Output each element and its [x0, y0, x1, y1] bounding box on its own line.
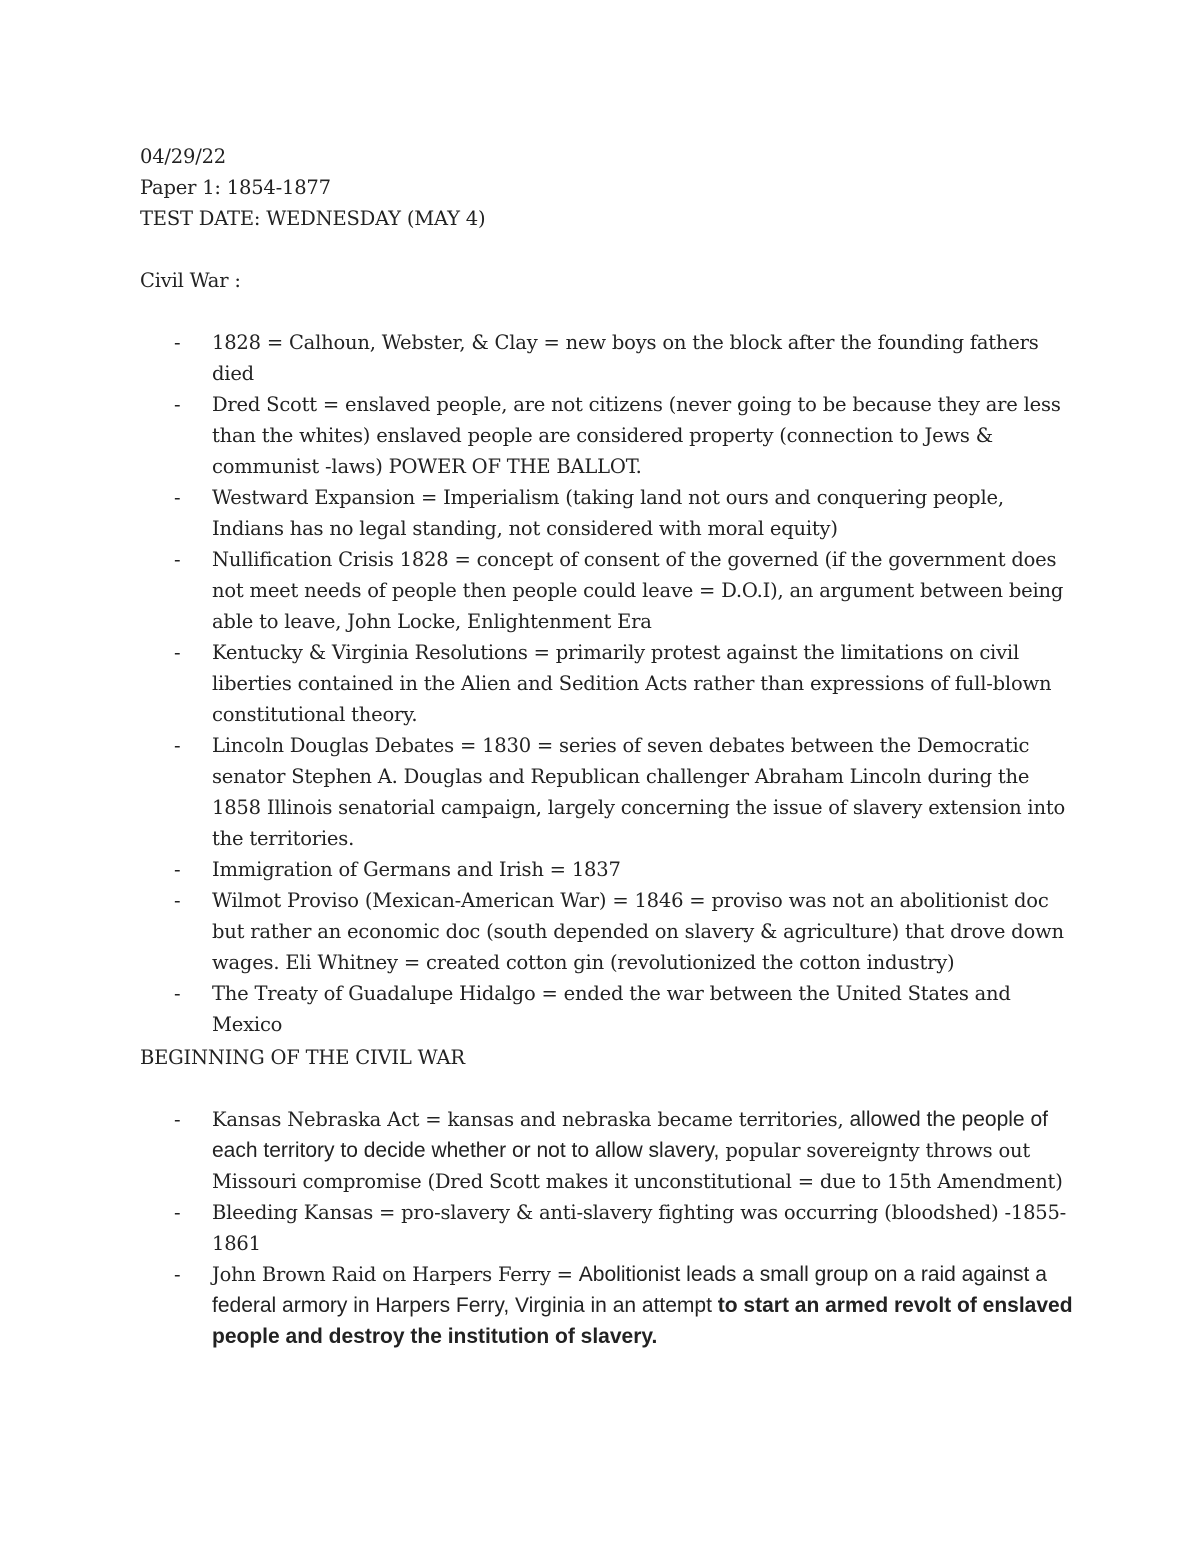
- list-item-bleeding-kansas: [140, 1197, 1080, 1259]
- list-item: [140, 389, 1080, 482]
- list-item: [140, 730, 1080, 854]
- kansas-highlight: allowed the people of each territory to decide whether or not to allow slavery,: [212, 1108, 1048, 1162]
- dash-bullet: -: [174, 1263, 181, 1286]
- dash-bullet: -: [174, 548, 181, 571]
- john-brown-prefix: John Brown Raid on Harpers Ferry =: [212, 1263, 579, 1286]
- list-item-text: Dred Scott = enslaved people, are not citizens (never going to be because they are less than the whites) enslaved people are considered property (connection to Jews & communist -laws) POWER OF THE BALLOT.: [212, 393, 1061, 478]
- dash-bullet: -: [174, 393, 181, 416]
- dash-bullet: -: [174, 858, 181, 881]
- list-item: [140, 327, 1080, 389]
- john-brown-description: Abolitionist leads a small group on a raid against a federal armory in Harpers Ferry, Virginia in an attempt: [212, 1263, 1047, 1317]
- list-item: [140, 978, 1080, 1040]
- list-item: [140, 637, 1080, 730]
- dash-bullet: -: [174, 641, 181, 664]
- list-item: [140, 885, 1080, 978]
- test-date: TEST DATE: WEDNESDAY (MAY 4): [140, 207, 486, 230]
- section-title-civil-war: Civil War :: [140, 269, 241, 292]
- kansas-prefix: Kansas Nebraska Act = kansas and nebraska became territories,: [212, 1108, 850, 1131]
- list-item: [140, 482, 1080, 544]
- john-brown-emphasis: to start an armed revolt of enslaved people and destroy the institution of slavery.: [212, 1294, 1073, 1348]
- list-item-john-brown: [140, 1259, 1080, 1352]
- list-item-text: The Treaty of Guadalupe Hidalgo = ended the war between the United States and Mexico: [212, 982, 1011, 1036]
- dash-bullet: -: [174, 982, 181, 1005]
- list-item-text: Nullification Crisis 1828 = concept of consent of the governed (if the government does not meet needs of people then people could leave = D.O.I), an argument between being able to leave, John Locke, Enlightenment Era: [212, 548, 1064, 633]
- list-item-text: Immigration of Germans and Irish = 1837: [212, 858, 621, 881]
- section-title-beginning: BEGINNING OF THE CIVIL WAR: [140, 1046, 465, 1069]
- list-item-text: Lincoln Douglas Debates = 1830 = series of seven debates between the Democratic senator Stephen A. Douglas and Republican challenger Abraham Lincoln during the 1858 Illinois senatorial campaign, largely concerning the issue of slavery extension into the territories.: [212, 734, 1066, 850]
- list-item-text: Bleeding Kansas = pro-slavery & anti-slavery fighting was occurring (bloodshed) -1855-1861: [212, 1201, 1067, 1255]
- list-item: [140, 854, 1080, 885]
- dash-bullet: -: [174, 1201, 181, 1224]
- list-item-text: 1828 = Calhoun, Webster, & Clay = new boys on the block after the founding fathers died: [212, 331, 1039, 385]
- list-item-text: Westward Expansion = Imperialism (taking land not ours and conquering people, Indians has no legal standing, not considered with moral equity): [212, 486, 1004, 540]
- beginning-list: [140, 1104, 1080, 1352]
- list-item-text: Wilmot Proviso (Mexican-American War) = 1846 = proviso was not an abolitionist doc but rather an economic doc (south depended on slavery & agriculture) that drove down wages. Eli Whitney = created cotton gin (revolutionized the cotton industry): [212, 889, 1064, 974]
- dash-bullet: -: [174, 1108, 181, 1131]
- dash-bullet: -: [174, 889, 181, 912]
- dash-bullet: -: [174, 734, 181, 757]
- dash-bullet: -: [174, 486, 181, 509]
- dash-bullet: -: [174, 331, 181, 354]
- list-item: [140, 544, 1080, 637]
- list-item-kansas-nebraska: [140, 1104, 1080, 1197]
- note-date: 04/29/22: [140, 145, 226, 168]
- paper-title: Paper 1: 1854-1877: [140, 176, 331, 199]
- kansas-suffix: popular sovereignty throws out Missouri compromise (Dred Scott makes it unconstitutional = due to 15th Amendment): [212, 1139, 1063, 1193]
- civil-war-list: [140, 327, 1080, 1040]
- list-item-text: Kentucky & Virginia Resolutions = primarily protest against the limitations on civil liberties contained in the Alien and Sedition Acts rather than expressions of full-blown constitutional theory.: [212, 641, 1052, 726]
